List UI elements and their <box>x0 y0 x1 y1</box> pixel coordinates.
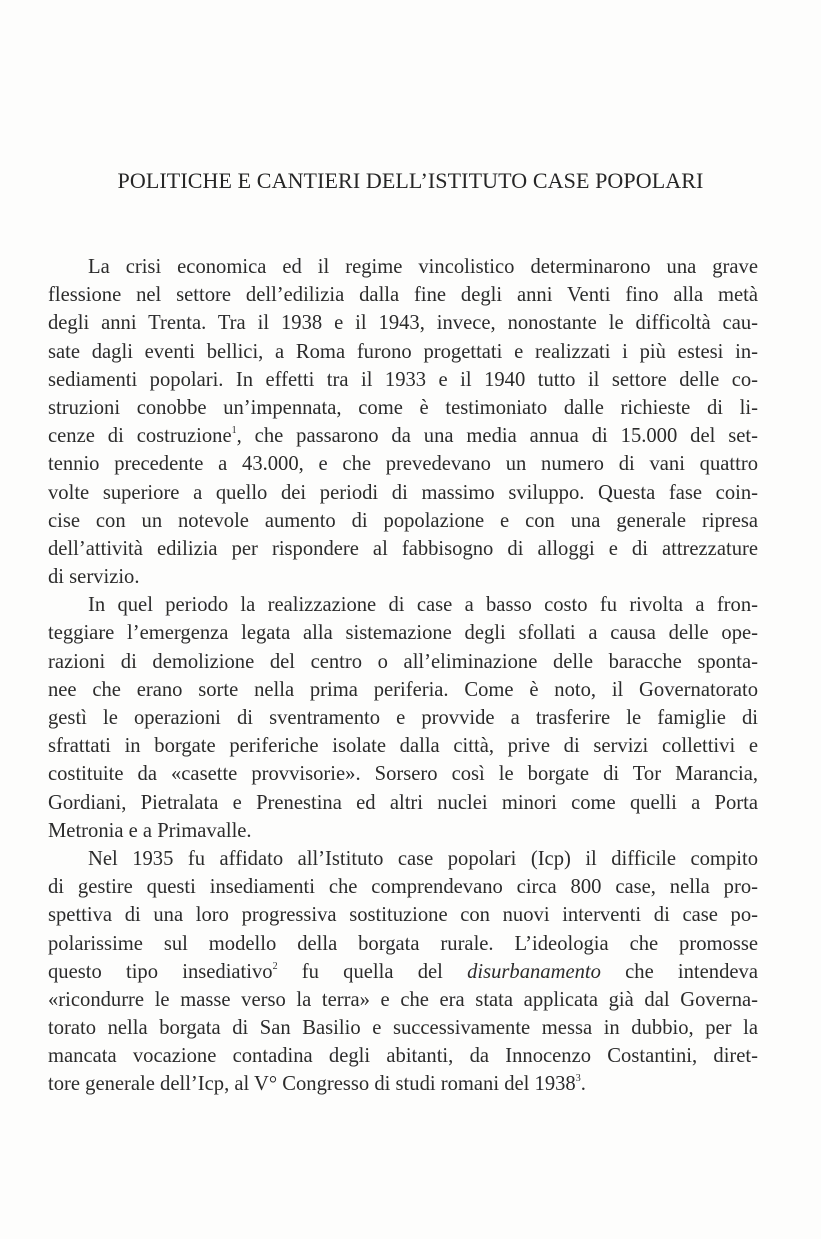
text-line <box>48 253 758 281</box>
text-run: degli anni Trenta. Tra il 1938 e il 1943, invece, nonostante le difficoltà cau- <box>48 312 758 335</box>
text-run: mancata vocazione contadina degli abitanti, da Innocenzo Costantini, diret- <box>48 1045 758 1068</box>
text-run: tennio precedente a 43.000, e che prevedevano un numero di vani quattro <box>48 453 758 476</box>
text-line <box>48 563 758 591</box>
text-run: cenze di costruzione <box>48 425 232 448</box>
footnote-ref: 2 <box>272 960 278 972</box>
text-line <box>48 845 758 873</box>
text-run: dell’attività edilizia per rispondere al fabbisogno di alloggi e di attrezzature <box>48 537 758 560</box>
text-line <box>48 930 758 958</box>
text-run: . <box>580 1073 586 1096</box>
text-line <box>48 676 758 704</box>
text-run: spettiva di una loro progressiva sostituzione con nuovi interventi di case po- <box>48 904 758 927</box>
text-run: razioni di demolizione del centro o all’eliminazione delle baracche sponta- <box>48 650 758 673</box>
text-line <box>48 817 758 845</box>
text-line <box>48 619 758 647</box>
text-run: sfrattati in borgate periferiche isolate dalla città, prive di servizi collettivi e <box>48 735 758 758</box>
text-run: che intendeva <box>600 960 758 983</box>
text-run: volte superiore a quello dei periodi di massimo sviluppo. Questa fase coin- <box>48 481 758 504</box>
footnote-ref: 1 <box>231 425 237 437</box>
text-run: costituite da «casette provvisorie». Sorsero così le borgate di Tor Marancia, <box>48 763 758 786</box>
text-run: fu quella del <box>277 960 468 983</box>
text-run: sate dagli eventi bellici, a Roma furono progettati e realizzati i più estesi in- <box>48 340 758 363</box>
text-line <box>48 986 758 1014</box>
text-line <box>48 394 758 422</box>
text-line <box>48 1014 758 1042</box>
text-run: «ricondurre le masse verso la terra» e che era stata applicata già dal Governa- <box>48 988 758 1011</box>
text-run: sediamenti popolari. In effetti tra il 1933 e il 1940 tutto il settore delle co- <box>48 368 758 391</box>
text-line <box>48 732 758 760</box>
text-run: struzioni conobbe un’impennata, come è testimoniato dalle richieste di li- <box>48 396 758 419</box>
text-run: gestì le operazioni di sventramento e provvide a trasferire le famiglie di <box>48 707 758 729</box>
text-run: flessione nel settore dell’edilizia dalla fine degli anni Venti fino alla metà <box>48 284 758 307</box>
text-run: , che passarono da una media annua di 15.000 del set- <box>236 425 758 448</box>
text-line <box>48 1070 758 1098</box>
text-line <box>48 648 758 676</box>
text-line <box>48 535 758 563</box>
text-line <box>48 591 758 619</box>
text-line <box>48 309 758 337</box>
text-line <box>48 873 758 901</box>
body-text <box>48 253 758 1099</box>
text-line <box>48 1042 758 1070</box>
text-line <box>48 281 758 309</box>
italic-term: disurbanamento <box>467 960 601 983</box>
text-run: polarissime sul modello della borgata rurale. L’ideologia che promosse <box>48 932 758 955</box>
text-line <box>48 760 758 788</box>
text-run: Gordiani, Pietralata e Prenestina ed altri nuclei minori come quelli a Porta <box>48 791 758 814</box>
text-run: cise con un notevole aumento di popolazione e con una generale ripresa <box>48 509 758 532</box>
text-line <box>48 507 758 535</box>
text-run: Metronia e a Primavalle. <box>48 819 252 842</box>
chapter-title: POLITICHE E CANTIERI DELL’ISTITUTO CASE POPOLARI <box>117 168 704 193</box>
text-line <box>48 366 758 394</box>
text-line <box>48 338 758 366</box>
text-run: tore generale dell’Icp, al V° Congresso di studi romani del 1938 <box>48 1073 576 1096</box>
text-line <box>48 704 758 732</box>
text-line <box>48 479 758 507</box>
text-run: nee che erano sorte nella prima periferia. Come è noto, il Governatorato <box>48 678 758 701</box>
text-run: Nel 1935 fu affidato all’Istituto case popolari (Icp) il difficile compito <box>88 847 758 870</box>
text-line <box>48 789 758 817</box>
text-run: teggiare l’emergenza legata alla sistemazione degli sfollati a causa delle ope- <box>48 622 758 645</box>
text-line <box>48 422 758 450</box>
text-line <box>48 901 758 929</box>
text-run: di servizio. <box>48 566 140 589</box>
text-run: In quel periodo la realizzazione di case a basso costo fu rivolta a fron- <box>88 594 758 617</box>
footnote-ref: 3 <box>575 1073 581 1085</box>
text-run: questo tipo insediativo <box>48 960 273 983</box>
text-line <box>48 450 758 478</box>
text-run: torato nella borgata di San Basilio e successivamente messa in dubbio, per la <box>48 1017 758 1040</box>
text-run: La crisi economica ed il regime vincolistico determinarono una grave <box>88 256 758 278</box>
text-line <box>48 958 758 986</box>
text-run: di gestire questi insediamenti che comprendevano circa 800 case, nella pro- <box>48 876 758 899</box>
